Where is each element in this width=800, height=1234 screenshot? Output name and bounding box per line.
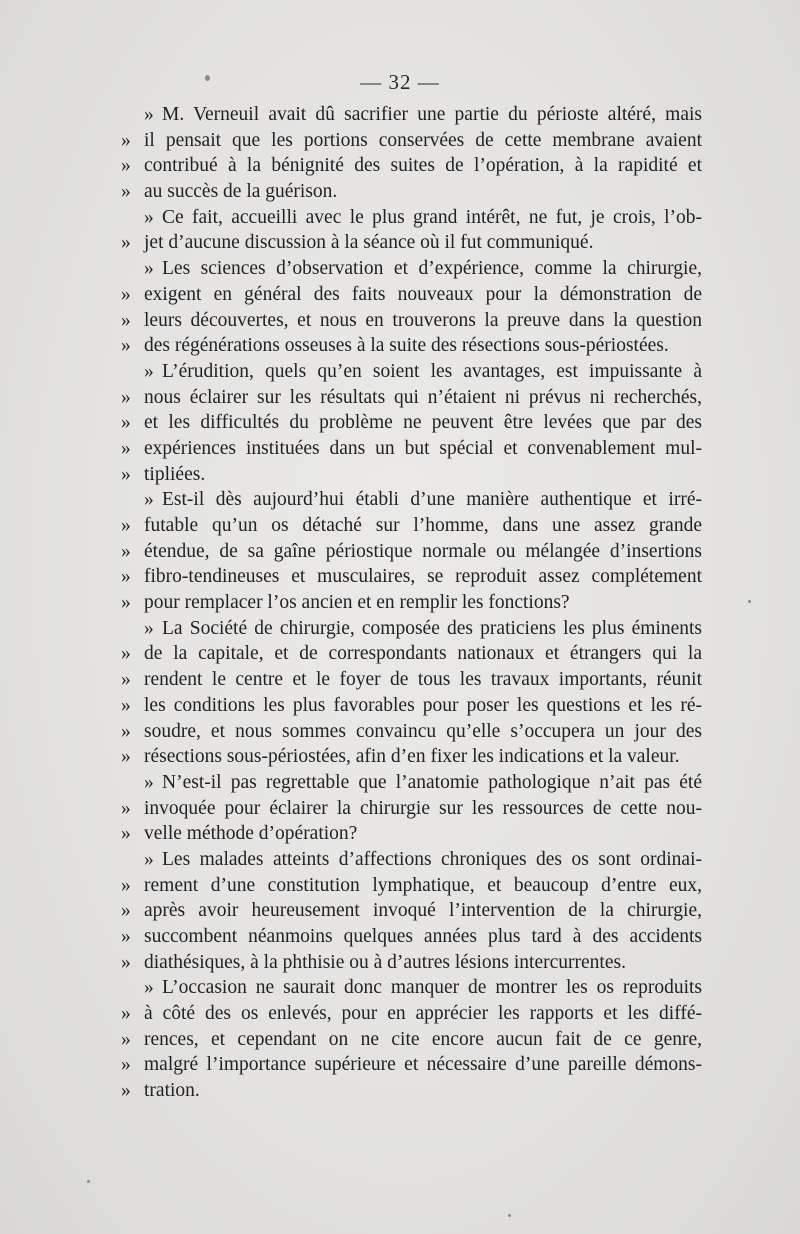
line-text: des régénérations osseuses à la suite des résections sous-périostées. — [144, 335, 669, 357]
quote-mark: » — [121, 1028, 131, 1050]
text-line — [0, 950, 800, 976]
text-line — [0, 719, 800, 745]
text-line — [0, 410, 800, 436]
quote-mark: » — [121, 874, 131, 896]
text-line — [0, 256, 800, 282]
quote-mark: » — [121, 515, 131, 536]
text-line — [0, 590, 800, 616]
quote-mark: » — [121, 900, 131, 922]
line-text: il pensait que les portions conservées de cette membrane avaient — [144, 129, 702, 151]
line-text: après avoir heureusement invoqué l’intervention de la chirurgie, — [144, 900, 702, 922]
text-line — [0, 102, 800, 128]
body-text — [0, 102, 800, 1104]
text-line — [0, 821, 800, 847]
text-line — [0, 153, 800, 179]
quote-mark: » — [121, 669, 131, 691]
text-line — [0, 1052, 800, 1078]
text-line — [0, 796, 800, 822]
text-line — [0, 770, 800, 796]
quote-mark: » — [121, 335, 131, 357]
text-line — [0, 975, 800, 1001]
quote-mark: » — [121, 181, 131, 203]
text-line — [0, 1001, 800, 1027]
quote-mark: » — [121, 437, 131, 459]
line-text: diathésiques, à la phthisie ou à d’autres lésions intercurrentes. — [144, 951, 626, 973]
line-text: de la capitale, et de correspondants nationaux et étrangers qui la — [144, 643, 702, 665]
quote-mark: » — [144, 206, 154, 228]
line-text: rendent le centre et le foyer de tous les travaux importants, réunit — [144, 669, 702, 691]
line-text: pour remplacer l’os ancien et en remplir les fonctions? — [144, 592, 570, 614]
text-line — [0, 359, 800, 385]
line-text: expériences instituées dans un but spécial et convenablement mul- — [144, 437, 702, 459]
text-line — [0, 847, 800, 873]
quote-mark: » — [121, 951, 131, 973]
text-line — [0, 873, 800, 899]
line-text: rences, et cependant on ne cite encore aucun fait de ce genre, — [144, 1028, 702, 1050]
line-text: futable qu’un os détaché sur l’homme, dans une assez grande — [144, 515, 702, 536]
quote-mark: » — [121, 592, 131, 614]
quote-mark: » — [121, 746, 131, 768]
quote-mark: » — [121, 797, 131, 819]
line-text: invoquée pour éclairer la chirurgie sur les ressources de cette nou- — [144, 797, 702, 819]
page-number: — 32 — — [360, 70, 440, 94]
text-line — [0, 744, 800, 770]
text-line — [0, 385, 800, 411]
quote-mark: » — [121, 1054, 131, 1076]
line-text: à côté des os enlevés, pour en apprécier les rapports et les diffé- — [144, 1003, 702, 1025]
text-line — [0, 564, 800, 590]
quote-mark: » — [121, 694, 131, 716]
line-text: étendue, de sa gaîne périostique normale ou mélangée d’insertions — [144, 540, 702, 562]
line-text: leurs découvertes, et nous en trouverons la preuve dans la question — [144, 309, 702, 331]
line-text: succombent néanmoins quelques années plus tard à des accidents — [144, 926, 702, 947]
line-text: exigent en général des faits nouveaux pour la démonstration de — [144, 283, 702, 305]
text-line — [0, 462, 800, 488]
line-text: rement d’une constitution lymphatique, et beaucoup d’entre eux, — [144, 874, 702, 896]
quote-mark: » — [121, 412, 131, 434]
text-line — [0, 205, 800, 231]
quote-mark: » — [121, 386, 131, 408]
text-line — [0, 308, 800, 334]
line-text: au succès de la guérison. — [144, 181, 338, 203]
line-text: les conditions les plus favorables pour poser les questions et les ré- — [144, 694, 702, 716]
line-text: jet d’aucune discussion à la séance où il fut communiqué. — [144, 232, 594, 254]
line-text: tipliées. — [144, 463, 206, 485]
text-line — [0, 513, 800, 539]
line-text: Les malades atteints d’affections chroniques des os sont ordinai- — [162, 848, 702, 870]
line-text: velle méthode d’opération? — [144, 823, 358, 845]
text-line — [0, 924, 800, 950]
line-text: malgré l’importance supérieure et nécessaire d’une pareille démons- — [144, 1054, 702, 1076]
text-line — [0, 1027, 800, 1053]
line-text: L’érudition, quels qu’en soient les avantages, est impuissante à — [162, 360, 702, 382]
text-line — [0, 333, 800, 359]
text-line — [0, 1078, 800, 1104]
quote-mark: » — [121, 129, 131, 151]
quote-mark: » — [144, 360, 154, 382]
line-text: Ce fait, accueilli avec le plus grand intérêt, ne fut, je crois, l’ob- — [162, 206, 702, 228]
text-line — [0, 128, 800, 154]
paper-speck — [508, 1214, 511, 1217]
line-text: nous éclairer sur les résultats qui n’étaient ni prévus ni recherchés, — [144, 386, 702, 408]
text-line — [0, 898, 800, 924]
line-text: La Société de chirurgie, composée des praticiens les plus éminents — [162, 617, 702, 639]
quote-mark: » — [121, 1080, 131, 1102]
line-text: résections sous-périostées, afin d’en fixer les indications et la valeur. — [144, 746, 680, 768]
quote-mark: » — [121, 926, 131, 947]
text-line — [0, 487, 800, 513]
text-line — [0, 539, 800, 565]
paper-speck — [205, 75, 210, 81]
quote-mark: » — [121, 823, 131, 845]
quote-mark: » — [121, 232, 131, 254]
line-text: Les sciences d’observation et d’expérience, comme la chirurgie, — [162, 258, 702, 280]
text-line — [0, 436, 800, 462]
quote-mark: » — [121, 309, 131, 331]
line-text: et les difficultés du problème ne peuvent être levées que par des — [144, 412, 702, 434]
line-text: L’occasion ne saurait donc manquer de montrer les os reproduits — [162, 977, 702, 999]
text-line — [0, 179, 800, 205]
text-line — [0, 282, 800, 308]
quote-mark: » — [144, 104, 154, 125]
line-text: Est-il dès aujourd’hui établi d’une manière authentique et irré- — [162, 489, 702, 511]
quote-mark: » — [121, 643, 131, 665]
quote-mark: » — [121, 540, 131, 562]
quote-mark: » — [121, 1003, 131, 1025]
line-text: M. Verneuil avait dû sacrifier une partie du périoste altéré, mais — [162, 104, 702, 125]
quote-mark: » — [121, 283, 131, 305]
line-text: tration. — [144, 1080, 200, 1102]
quote-mark: » — [144, 258, 154, 280]
quote-mark: » — [144, 771, 154, 793]
quote-mark: » — [144, 617, 154, 639]
line-text: contribué à la bénignité des suites de l’opération, à la rapidité et — [144, 155, 702, 177]
quote-mark: » — [121, 463, 131, 485]
line-text: N’est-il pas regrettable que l’anatomie pathologique n’ait pas été — [162, 771, 702, 793]
text-line — [0, 693, 800, 719]
line-text: fibro-tendineuses et musculaires, se reproduit assez complétement — [144, 566, 702, 588]
line-text: soudre, et nous sommes convaincu qu’elle s’occupera un jour des — [144, 720, 702, 742]
quote-mark: » — [144, 489, 154, 511]
text-line — [0, 641, 800, 667]
quote-mark: » — [121, 720, 131, 742]
quote-mark: » — [121, 566, 131, 588]
quote-mark: » — [144, 848, 154, 870]
paper-speck — [87, 1180, 90, 1183]
text-line — [0, 230, 800, 256]
quote-mark: » — [121, 155, 131, 177]
quote-mark: » — [144, 977, 154, 999]
text-line — [0, 667, 800, 693]
text-line — [0, 616, 800, 642]
paper-speck — [748, 600, 751, 603]
